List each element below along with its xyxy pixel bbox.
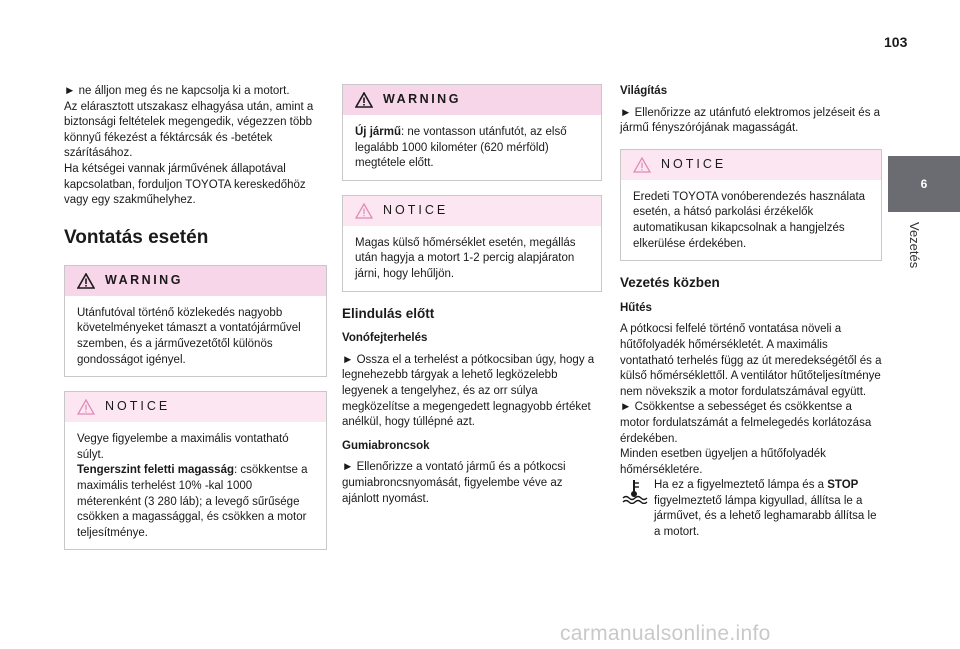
subheading-lighting: Világítás: [620, 85, 668, 97]
lamp-text-1: Ha ez a figyelmeztető lámpa és a: [654, 479, 828, 492]
warning-icon: [77, 273, 95, 289]
notice-text-altitude: [77, 463, 316, 541]
intro-doubt: Ha kétségei vannak járművének állapotával kapcsolatban, forduljon TOYOTA kereskedőhöz vagy egy szakműhelyhez.: [64, 162, 306, 207]
subheading-cooling: Hűtés: [620, 301, 652, 314]
subheading-tow-ball: Vonófejterhelés: [342, 332, 428, 345]
notice-header: [621, 150, 881, 180]
stop-label: STOP: [827, 479, 859, 492]
notice-title: NOTICE: [105, 399, 171, 414]
notice-icon: [355, 203, 373, 219]
notice-text: Magas külső hőmérséklet esetén, megállás után hagyja a motort 1-2 percig alapjáraton járni, hogy lehűljön.: [355, 236, 576, 280]
notice-header: [343, 196, 601, 226]
warning-title: WARNING: [105, 272, 183, 287]
notice-box: [64, 391, 327, 550]
chapter-number: 6: [920, 177, 928, 191]
notice-icon: [77, 399, 95, 415]
notice-text: Eredeti TOYOTA vonóberendezés használata esetén, a hátsó parkolási érzékelők automatikusan kikapcsolnak a hangjelzés elkerülése érdekében.: [633, 190, 866, 250]
intro-bullet: ► ne álljon meg és ne kapcsolja ki a motort.: [64, 85, 290, 97]
intro-text: Az elárasztott utszakasz elhagyása után, amint a biztonsági feltételek megengedik, végezzen több könnyű fékezést a féktárcsák és -betétek szárításához.: [64, 100, 314, 160]
watermark: carmanualsonline.info: [560, 622, 771, 645]
notice-box-temperature: [342, 195, 602, 292]
notice-icon: [633, 157, 651, 173]
column-middle: [342, 84, 602, 507]
tyres-text: ► Ellenőrizze a vontató jármű és a pótkocsi gumiabroncsnyomását, figyelembe véve az ajánlott nyomást.: [342, 461, 566, 505]
coolant-temperature-icon: [620, 478, 648, 504]
lamp-text: [654, 478, 882, 540]
page-number: 103: [884, 34, 908, 50]
notice-title: NOTICE: [661, 156, 727, 171]
notice-text-weight: Vegye figyelembe a maximális vontatható súlyt.: [77, 433, 289, 461]
new-vehicle-text: : ne vontasson utánfutót, az első legalább 1000 kilométer (620 mérföld) megtétele előtt.: [355, 126, 567, 170]
cooling-text: A pótkocsi felfelé történő vontatása növeli a hűtőfolyadék hőmérsékletét. A maximális vontatható terhelés függ az út meredekségétől és a külső hőmérséklettől. A ventilátor hűtőteljesítménye nem növekszik a motor fordulatszámával együtt.: [620, 323, 882, 398]
column-left: [64, 84, 327, 564]
warning-text: Utánfutóval történő közlekedés nagyobb követelményeket támaszt a vontatójárművel szemben, és a járművezetőtől különös gondosságot igényel.: [77, 306, 301, 366]
altitude-label: Tengerszint feletti magasság: [77, 464, 234, 477]
new-vehicle-label: Új jármű: [355, 126, 402, 138]
warning-box-new-vehicle: [342, 84, 602, 181]
warning-icon: [355, 92, 373, 108]
warning-box: [64, 265, 327, 377]
lighting-text: ► Ellenőrizze az utánfutó elektromos jelzéseit és a jármű fényszórójának magasságát.: [620, 106, 881, 135]
coolant-lamp-row: [620, 478, 882, 540]
lamp-text-2: figyelmeztető lámpa kigyullad, állítsa le a járművet, és a lehető leghamarabb állítsa le a motort.: [654, 494, 877, 539]
notice-header: [65, 392, 326, 422]
notice-title: NOTICE: [383, 202, 449, 217]
section-heading-while-driving: Vezetés közben: [620, 275, 720, 291]
chapter-title: Vezetés: [907, 222, 922, 269]
notice-box-parking: [620, 149, 882, 261]
cooling-bullet: ► Csökkentse a sebességet és csökkentse a motor fordulatszámát a felmelegedés korlátozása érdekében.: [620, 401, 872, 445]
chapter-tab[interactable]: [888, 156, 960, 212]
altitude-text: : csökkentse a maximális terhelést 10% -kal 1000 méterenként (3 280 láb); a levegő sűrűsége csökken a magassággal, és csökken a motor teljesítménye.: [77, 464, 308, 539]
section-heading-before-start: Elindulás előtt: [342, 305, 435, 321]
section-heading-towing: Vontatás esetén: [64, 226, 209, 248]
subheading-tyres: Gumiabroncsok: [342, 439, 430, 452]
warning-header: [343, 85, 601, 115]
warning-text: [355, 125, 591, 172]
warning-title: WARNING: [383, 92, 461, 107]
warning-header: [65, 266, 326, 296]
column-right: [620, 84, 882, 541]
tow-ball-text: ► Ossza el a terhelést a pótkocsiban úgy, hogy a legnehezebb tárgyak a lehető legközelebb legyenek a tengelyhez, és az orr súlya megközelítse a megengedett legnagyobb értéket anélkül, hogy túllépné azt.: [342, 353, 595, 429]
cooling-text-2: Minden esetben ügyeljen a hűtőfolyadék hőmérsékletére.: [620, 448, 826, 476]
